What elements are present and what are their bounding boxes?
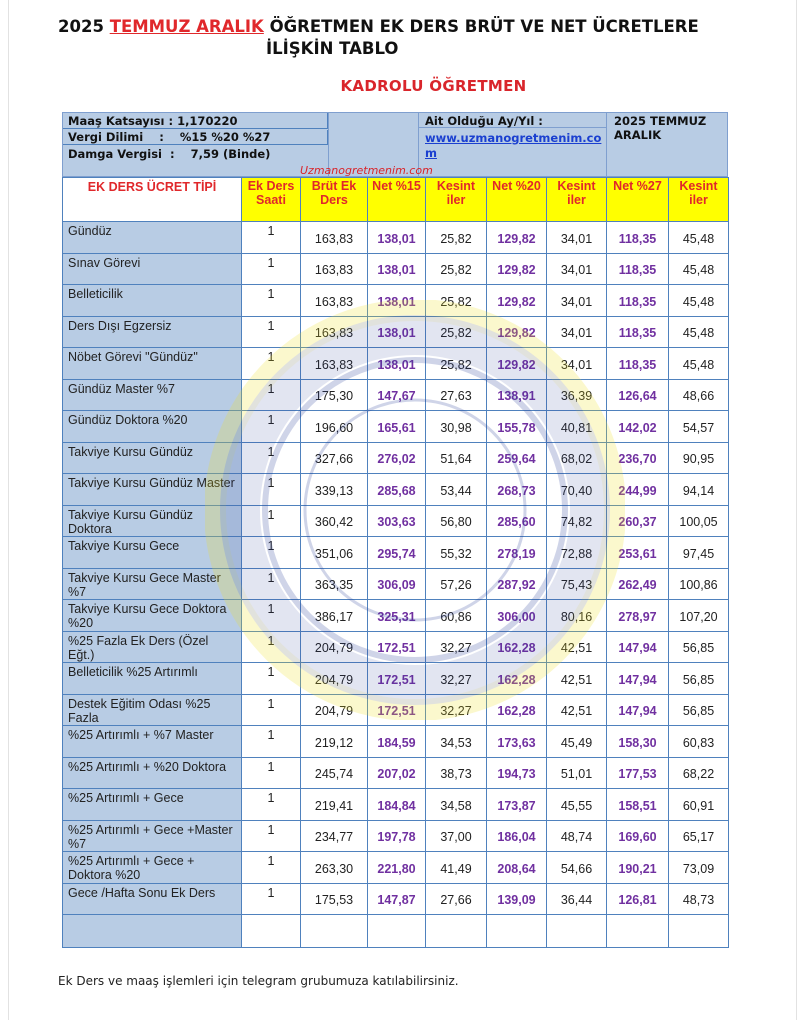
cell-gross: 360,42	[301, 505, 368, 537]
table-row	[63, 757, 729, 789]
cell-cut20: 51,01	[547, 757, 607, 789]
cell-cut15: 41,49	[426, 852, 487, 884]
cell-type: %25 Artırımlı + Gece + Doktora %20	[63, 852, 242, 884]
cell-cut27: 56,85	[669, 663, 729, 695]
cell-cut20: 45,55	[547, 789, 607, 821]
cell-cut20: 48,74	[547, 820, 607, 852]
tax-bracket: Vergi Dilimi : %15 %20 %27	[68, 130, 271, 144]
cell-cut27: 45,48	[669, 348, 729, 380]
table-row	[63, 789, 729, 821]
cell-empty	[368, 915, 426, 948]
cell-net20: 162,28	[487, 694, 547, 726]
header-type: EK DERS ÜCRET TİPİ	[63, 178, 242, 222]
cell-cut27: 45,48	[669, 316, 729, 348]
cell-cut20: 34,01	[547, 348, 607, 380]
cell-cut27: 56,85	[669, 631, 729, 663]
cell-cut15: 25,82	[426, 285, 487, 317]
cell-net15: 172,51	[368, 631, 426, 663]
cell-net27: 158,51	[607, 789, 669, 821]
cell-net20: 268,73	[487, 474, 547, 506]
cell-net15: 184,84	[368, 789, 426, 821]
cell-net20: 162,28	[487, 631, 547, 663]
cell-net27: 118,35	[607, 253, 669, 285]
cell-cut27: 48,73	[669, 883, 729, 915]
cell-empty	[426, 915, 487, 948]
cell-cut27: 45,48	[669, 222, 729, 254]
page-subtitle	[0, 77, 803, 95]
cell-cut20: 80,16	[547, 600, 607, 632]
header-cut15: Kesint iler	[426, 178, 487, 222]
cell-net27: 126,81	[607, 883, 669, 915]
cell-empty	[607, 915, 669, 948]
cell-cut27: 65,17	[669, 820, 729, 852]
header-net27: Net %27	[607, 178, 669, 222]
cell-cut20: 36,39	[547, 379, 607, 411]
cell-cut27: 60,91	[669, 789, 729, 821]
info-divider	[606, 113, 607, 176]
cell-gross: 175,53	[301, 883, 368, 915]
cell-type: %25 Artırımlı + %20 Doktora	[63, 757, 242, 789]
cell-type: Belleticilik	[63, 285, 242, 317]
cell-gross: 163,83	[301, 348, 368, 380]
cell-cut20: 34,01	[547, 253, 607, 285]
cell-cut15: 30,98	[426, 411, 487, 443]
cell-cut27: 68,22	[669, 757, 729, 789]
cell-gross: 163,83	[301, 253, 368, 285]
stamp-tax-cell	[63, 146, 328, 162]
cell-type: Gündüz Doktora %20	[63, 411, 242, 443]
rates-table	[62, 177, 729, 948]
cell-net15: 147,87	[368, 883, 426, 915]
cell-empty	[487, 915, 547, 948]
cell-gross: 263,30	[301, 852, 368, 884]
cell-cut15: 37,00	[426, 820, 487, 852]
cell-cut20: 68,02	[547, 442, 607, 474]
cell-hours: 1	[242, 694, 301, 726]
tax-bracket-cell	[63, 130, 328, 145]
cell-net15: 303,63	[368, 505, 426, 537]
cell-cut15: 27,66	[426, 883, 487, 915]
header-hours: Ek Ders Saati	[242, 178, 301, 222]
table-row	[63, 631, 729, 663]
cell-type: Takviye Kursu Gündüz	[63, 442, 242, 474]
cell-type: %25 Artırımlı + %7 Master	[63, 726, 242, 758]
cell-gross: 196,60	[301, 411, 368, 443]
cell-type: Takviye Kursu Gece Doktora %20	[63, 600, 242, 632]
cell-net27: 147,94	[607, 663, 669, 695]
cell-hours: 1	[242, 568, 301, 600]
cell-hours: 1	[242, 348, 301, 380]
cell-empty	[669, 915, 729, 948]
cell-cut15: 51,64	[426, 442, 487, 474]
cell-net15: 138,01	[368, 285, 426, 317]
cell-cut15: 38,73	[426, 757, 487, 789]
table-row	[63, 411, 729, 443]
cell-net15: 221,80	[368, 852, 426, 884]
cell-net20: 129,82	[487, 253, 547, 285]
cell-net15: 138,01	[368, 348, 426, 380]
cell-net20: 173,87	[487, 789, 547, 821]
cell-gross: 351,06	[301, 537, 368, 569]
cell-cut15: 34,53	[426, 726, 487, 758]
cell-cut20: 34,01	[547, 316, 607, 348]
table-row	[63, 663, 729, 695]
cell-cut15: 25,82	[426, 316, 487, 348]
title-line2: İLİŞKİN TABLO	[266, 39, 399, 58]
cell-hours: 1	[242, 663, 301, 695]
cell-cut27: 94,14	[669, 474, 729, 506]
cell-net27: 142,02	[607, 411, 669, 443]
cell-cut20: 75,43	[547, 568, 607, 600]
cell-cut27: 97,45	[669, 537, 729, 569]
cell-cut20: 36,44	[547, 883, 607, 915]
cell-hours: 1	[242, 600, 301, 632]
cell-net20: 173,63	[487, 726, 547, 758]
cell-net27: 262,49	[607, 568, 669, 600]
cell-cut20: 42,51	[547, 694, 607, 726]
cell-hours: 1	[242, 222, 301, 254]
table-row	[63, 316, 729, 348]
cell-net15: 138,01	[368, 316, 426, 348]
cell-net27: 118,35	[607, 285, 669, 317]
cell-type: %25 Fazla Ek Ders (Özel Eğt.)	[63, 631, 242, 663]
cell-net27: 244,99	[607, 474, 669, 506]
table-row	[63, 568, 729, 600]
cell-cut15: 56,80	[426, 505, 487, 537]
cell-cut20: 72,88	[547, 537, 607, 569]
cell-cut15: 60,86	[426, 600, 487, 632]
cell-hours: 1	[242, 379, 301, 411]
cell-hours: 1	[242, 757, 301, 789]
cell-net15: 207,02	[368, 757, 426, 789]
cell-net27: 158,30	[607, 726, 669, 758]
cell-hours: 1	[242, 253, 301, 285]
cell-net20: 129,82	[487, 285, 547, 317]
cell-gross: 234,77	[301, 820, 368, 852]
cell-net15: 325,31	[368, 600, 426, 632]
cell-cut15: 57,26	[426, 568, 487, 600]
salary-coef-cell	[63, 113, 328, 129]
salary-coef: Maaş Katsayısı : 1,170220	[68, 114, 238, 128]
cell-net20: 186,04	[487, 820, 547, 852]
cell-net20: 259,64	[487, 442, 547, 474]
cell-cut20: 74,82	[547, 505, 607, 537]
cell-net27: 190,21	[607, 852, 669, 884]
cell-cut27: 100,86	[669, 568, 729, 600]
table-row	[63, 883, 729, 915]
cell-net20: 162,28	[487, 663, 547, 695]
cell-type: Ders Dışı Egzersiz	[63, 316, 242, 348]
cell-net15: 295,74	[368, 537, 426, 569]
table-row	[63, 348, 729, 380]
cell-hours: 1	[242, 537, 301, 569]
cell-gross: 163,83	[301, 222, 368, 254]
header-net20: Net %20	[487, 178, 547, 222]
cell-empty	[301, 915, 368, 948]
cell-type: Takviye Kursu Gündüz Doktora	[63, 505, 242, 537]
cell-cut20: 70,40	[547, 474, 607, 506]
cell-cut15: 25,82	[426, 348, 487, 380]
cell-hours: 1	[242, 442, 301, 474]
cell-cut27: 48,66	[669, 379, 729, 411]
cell-net15: 276,02	[368, 442, 426, 474]
cell-cut15: 32,27	[426, 663, 487, 695]
cell-cut20: 34,01	[547, 222, 607, 254]
title-year: 2025	[58, 17, 104, 36]
cell-gross: 219,41	[301, 789, 368, 821]
cell-hours: 1	[242, 820, 301, 852]
cell-net20: 208,64	[487, 852, 547, 884]
table-row	[63, 726, 729, 758]
cell-hours: 1	[242, 316, 301, 348]
table-row	[63, 505, 729, 537]
cell-gross: 163,83	[301, 285, 368, 317]
cell-gross: 339,13	[301, 474, 368, 506]
cell-empty	[63, 915, 242, 948]
cell-net20: 287,92	[487, 568, 547, 600]
table-row	[63, 474, 729, 506]
cell-gross: 327,66	[301, 442, 368, 474]
cell-net27: 118,35	[607, 222, 669, 254]
cell-hours: 1	[242, 631, 301, 663]
cell-type: Takviye Kursu Gece	[63, 537, 242, 569]
cell-hours: 1	[242, 505, 301, 537]
cell-type: Nöbet Görevi "Gündüz"	[63, 348, 242, 380]
cell-cut20: 40,81	[547, 411, 607, 443]
cell-gross: 245,74	[301, 757, 368, 789]
cell-type: Belleticilik %25 Artırımlı	[63, 663, 242, 695]
cell-cut27: 107,20	[669, 600, 729, 632]
cell-net20: 278,19	[487, 537, 547, 569]
cell-net15: 285,68	[368, 474, 426, 506]
table-row	[63, 600, 729, 632]
cell-type: Destek Eğitim Odası %25 Fazla	[63, 694, 242, 726]
cell-type: %25 Artırımlı + Gece +Master %7	[63, 820, 242, 852]
cell-type: %25 Artırımlı + Gece	[63, 789, 242, 821]
cell-cut27: 100,05	[669, 505, 729, 537]
page-title	[58, 16, 758, 60]
cell-cut15: 32,27	[426, 631, 487, 663]
cell-gross: 219,12	[301, 726, 368, 758]
cell-type: Takviye Kursu Gündüz Master	[63, 474, 242, 506]
period-value: 2025 TEMMUZ ARALIK	[614, 114, 707, 142]
cell-gross: 386,17	[301, 600, 368, 632]
cell-net20: 129,82	[487, 222, 547, 254]
cell-type: Gündüz	[63, 222, 242, 254]
cell-gross: 163,83	[301, 316, 368, 348]
cell-net20: 139,09	[487, 883, 547, 915]
title-line1-rest: ÖĞRETMEN EK DERS BRÜT VE NET ÜCRETLERE	[269, 17, 699, 36]
cell-net15: 138,01	[368, 253, 426, 285]
cell-cut27: 56,85	[669, 694, 729, 726]
cell-net15: 138,01	[368, 222, 426, 254]
cell-gross: 204,79	[301, 631, 368, 663]
header-cut27: Kesint iler	[669, 178, 729, 222]
footer-note: Ek Ders ve maaş işlemleri için telegram grubumuza katılabilirsiniz.	[58, 974, 459, 988]
cell-net20: 129,82	[487, 316, 547, 348]
cell-cut27: 60,83	[669, 726, 729, 758]
table-row	[63, 285, 729, 317]
stamp-tax: Damga Vergisi : 7,59 (Binde)	[68, 147, 271, 161]
cell-net20: 129,82	[487, 348, 547, 380]
table-row	[63, 222, 729, 254]
cell-net27: 147,94	[607, 631, 669, 663]
table-row	[63, 442, 729, 474]
cell-type: Sınav Görevi	[63, 253, 242, 285]
cell-net27: 169,60	[607, 820, 669, 852]
cell-net15: 197,78	[368, 820, 426, 852]
table-row	[63, 694, 729, 726]
cell-net15: 172,51	[368, 694, 426, 726]
month-year-label: Ait Olduğu Ay/Yıl :	[425, 114, 543, 128]
cell-cut20: 54,66	[547, 852, 607, 884]
cell-cut20: 42,51	[547, 663, 607, 695]
cell-net20: 155,78	[487, 411, 547, 443]
cell-type: Gece /Hafta Sonu Ek Ders	[63, 883, 242, 915]
cell-cut20: 34,01	[547, 285, 607, 317]
cell-cut20: 45,49	[547, 726, 607, 758]
cell-cut15: 55,32	[426, 537, 487, 569]
cell-hours: 1	[242, 285, 301, 317]
table-row	[63, 379, 729, 411]
cell-empty	[242, 915, 301, 948]
cell-type: Gündüz Master %7	[63, 379, 242, 411]
cell-net20: 194,73	[487, 757, 547, 789]
cell-cut27: 54,57	[669, 411, 729, 443]
cell-net20: 138,91	[487, 379, 547, 411]
cell-net27: 177,53	[607, 757, 669, 789]
cell-net20: 285,60	[487, 505, 547, 537]
table-header-row	[63, 178, 729, 222]
table-row	[63, 537, 729, 569]
cell-net15: 172,51	[368, 663, 426, 695]
cell-cut27: 45,48	[669, 253, 729, 285]
cell-cut27: 73,09	[669, 852, 729, 884]
cell-net27: 118,35	[607, 316, 669, 348]
cell-cut15: 34,58	[426, 789, 487, 821]
header-net15: Net %15	[368, 178, 426, 222]
header-gross: Brüt Ek Ders	[301, 178, 368, 222]
cell-cut15: 25,82	[426, 222, 487, 254]
cell-hours: 1	[242, 852, 301, 884]
cell-cut20: 42,51	[547, 631, 607, 663]
cell-net27: 236,70	[607, 442, 669, 474]
cell-net27: 278,97	[607, 600, 669, 632]
cell-net20: 306,00	[487, 600, 547, 632]
cell-hours: 1	[242, 726, 301, 758]
cell-net27: 126,64	[607, 379, 669, 411]
cell-net15: 165,61	[368, 411, 426, 443]
cell-type: Takviye Kursu Gece Master %7	[63, 568, 242, 600]
cell-hours: 1	[242, 411, 301, 443]
cell-cut15: 27,63	[426, 379, 487, 411]
cell-hours: 1	[242, 883, 301, 915]
cell-net27: 118,35	[607, 348, 669, 380]
cell-gross: 175,30	[301, 379, 368, 411]
title-period: TEMMUZ ARALIK	[109, 17, 264, 36]
cell-gross: 363,35	[301, 568, 368, 600]
cell-cut27: 90,95	[669, 442, 729, 474]
table-row	[63, 253, 729, 285]
cell-hours: 1	[242, 789, 301, 821]
cell-net15: 306,09	[368, 568, 426, 600]
cell-cut15: 32,27	[426, 694, 487, 726]
table-row-empty	[63, 915, 729, 948]
header-cut20: Kesint iler	[547, 178, 607, 222]
cell-net27: 147,94	[607, 694, 669, 726]
cell-cut15: 25,82	[426, 253, 487, 285]
cell-cut27: 45,48	[669, 285, 729, 317]
table-row	[63, 852, 729, 884]
cell-net27: 253,61	[607, 537, 669, 569]
cell-net27: 260,37	[607, 505, 669, 537]
cell-gross: 204,79	[301, 694, 368, 726]
website-link[interactable]: www.uzmanogretmenim.com	[425, 131, 602, 160]
table-row	[63, 820, 729, 852]
cell-net15: 147,67	[368, 379, 426, 411]
cell-hours: 1	[242, 474, 301, 506]
cell-empty	[547, 915, 607, 948]
watermark-text: Uzmanogretmenim.com	[300, 164, 433, 177]
subtitle-text: KADROLU ÖĞRETMEN	[340, 77, 527, 95]
cell-net15: 184,59	[368, 726, 426, 758]
cell-gross: 204,79	[301, 663, 368, 695]
cell-cut15: 53,44	[426, 474, 487, 506]
